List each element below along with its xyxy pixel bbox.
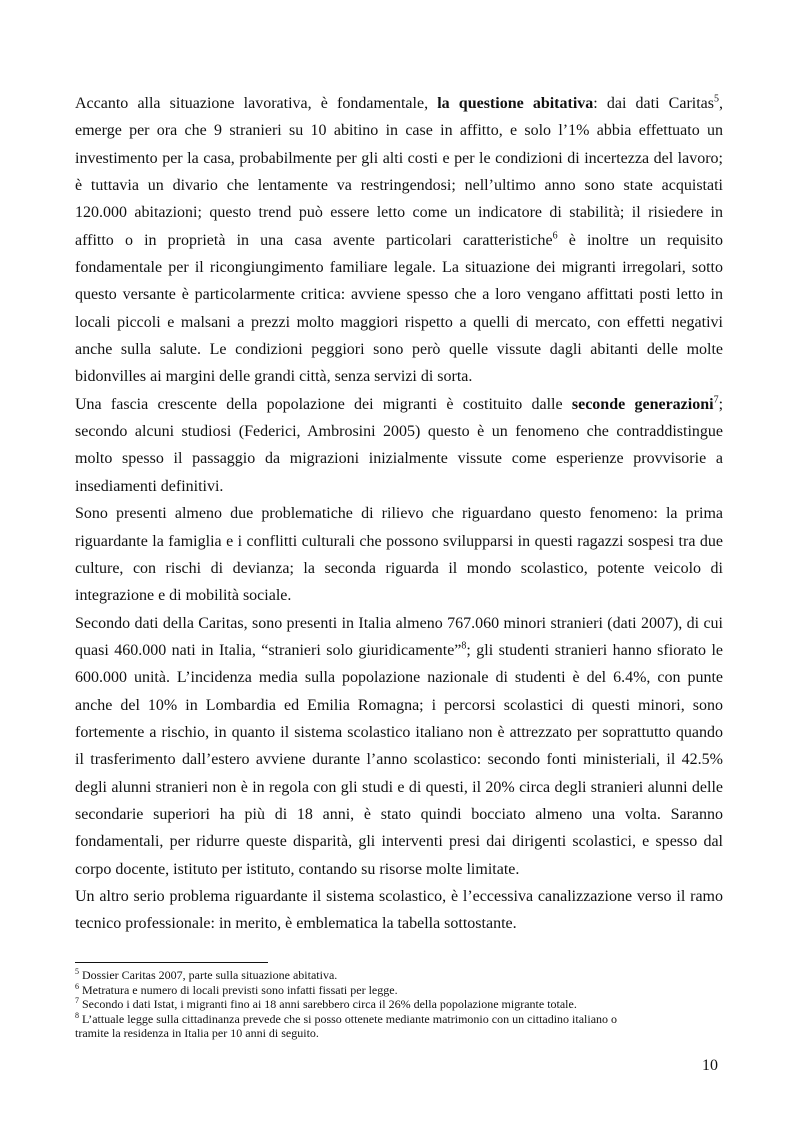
text-line: [75, 528, 723, 555]
text-run: secondarie superiori ha più di 18 anni, è stato quindi bocciato almeno una volta. Saranno: [75, 805, 723, 823]
text-run: : dai dati Caritas: [593, 95, 714, 112]
paragraph: [75, 610, 723, 883]
text-run: Secondo dati della Caritas, sono presenti in Italia almeno 767.060 minori stranieri (dati 2007), di cui: [75, 614, 723, 632]
text-run: secondo alcuni studiosi (Federici, Ambrosini 2005) questo è un fenomeno che contraddistingue: [75, 423, 723, 441]
text-run: bidonvilles ai margini delle grandi città, senza servizi di sorta.: [75, 368, 473, 386]
text-line: [75, 445, 723, 472]
text-line: [75, 172, 723, 199]
text-run: locali piccoli e malsani a prezzi molto maggiori rispetto a quelli di mercato, con effetti negativi: [75, 313, 723, 331]
footnote: [75, 983, 725, 998]
text-line: [75, 90, 723, 117]
text-run: Sono presenti almeno due problematiche di rilievo che riguardano questo fenomeno: la prima: [75, 505, 723, 523]
text-line: [75, 227, 723, 254]
text-line: [75, 309, 723, 336]
text-line: [75, 801, 723, 828]
text-line: [75, 774, 723, 801]
text-run: il trasferimento dall’estero avviene durante l’anno scolastico: secondo fonti ministeriali, il 42.5%: [75, 751, 723, 769]
text-line: [75, 582, 723, 609]
page-number: 10: [702, 1057, 718, 1074]
text-run: 120.000 abitazioni; questo trend può essere letto come un indicatore di stabilità; il risiedere in: [75, 204, 723, 222]
text-run: Accanto alla situazione lavorativa, è fondamentale,: [75, 95, 438, 112]
footnote: [75, 1012, 725, 1041]
footnote-text: Dossier Caritas 2007, parte sulla situazione abitativa.: [79, 968, 338, 982]
paragraph: [75, 500, 723, 609]
text-run: corpo docente, istituto per istituto, contando su risorse molte limitate.: [75, 860, 520, 878]
text-run: questo versante è particolarmente critica: avviene spesso che a loro vengano affittati posti letto in: [75, 286, 723, 304]
paragraph: [75, 90, 723, 391]
text-line: [75, 391, 723, 418]
footnote-text: Secondo i dati Istat, i migranti fino ai 18 anni sarebbero circa il 26% della popolazione migrante totale.: [79, 997, 577, 1011]
footnote-text: L’attuale legge sulla cittadinanza prevede che si posso ottenete mediante matrimonio con un cittadino italiano o: [79, 1011, 618, 1026]
text-run: quasi 460.000 nati in Italia, “stranieri solo giuridicamente”: [75, 641, 462, 659]
text-line: [75, 254, 723, 281]
text-line: [75, 199, 723, 226]
text-run: riguardante la famiglia e i conflitti culturali che possono svilupparsi in questi ragazzi sospesi tra due: [75, 532, 723, 550]
footnote-number: 6: [75, 981, 79, 991]
footnote-number: 7: [75, 996, 79, 1005]
text-run: anche del 10% in Lombardia ed Emilia Romagna; i percorsi scolastici di questi minori, sono: [75, 696, 723, 714]
bold-term: la questione abitativa: [437, 95, 594, 112]
text-run: tecnico professionale: in merito, è emblematica la tabella sottostante.: [75, 915, 517, 933]
footnote: [75, 968, 725, 983]
text-run: Una fascia crescente della popolazione dei migranti è costituito dalle: [75, 395, 572, 413]
bold-term: seconde generazioni: [571, 395, 714, 413]
text-line: [75, 746, 723, 773]
text-line: [75, 336, 723, 363]
footnote-text: Metratura e numero di locali previsti sono infatti fissati per legge.: [79, 982, 398, 997]
text-line: [75, 719, 723, 746]
text-run: integrazione e di mobilità sociale.: [75, 587, 292, 605]
text-line: [75, 856, 723, 883]
paragraph: [75, 391, 723, 500]
footnote-separator: [75, 962, 268, 963]
text-line: [75, 637, 723, 664]
text-run: molto spesso il passaggio da migrazioni inizialmente vissute come esperienze provvisorie a: [75, 450, 723, 468]
footnotes: [75, 968, 725, 1041]
text-line: [75, 500, 723, 527]
footnote-number: 8: [75, 1010, 79, 1020]
text-run: fondamentale per il ricongiungimento familiare legale. La situazione dei migranti irregolari, sotto: [75, 259, 723, 277]
text-line: [75, 883, 723, 910]
footnote-ref: 5: [714, 93, 719, 105]
text-line: [75, 363, 723, 390]
text-run: fondamentali, per ridurre queste disparità, gli interventi presi dai dirigenti scolastici, e spesso dal: [75, 833, 723, 851]
footnote-ref: 8: [461, 640, 467, 652]
footnote-text: tramite la residenza in Italia per 10 anni di seguito.: [75, 1026, 319, 1040]
paragraph: [75, 883, 723, 938]
text-line: [75, 281, 723, 308]
text-run: anche sulla salute. Le condizioni peggiori sono però quelle vissute dagli abitanti delle molte: [75, 341, 723, 359]
text-line: [75, 145, 723, 172]
text-run: culture, con rischi di devianza; la seconda riguarda il mondo scolastico, potente veicolo di: [75, 559, 723, 577]
text-run: ; gli studenti stranieri hanno sfiorato le: [466, 641, 723, 659]
text-line: [75, 610, 723, 637]
text-line: [75, 473, 723, 500]
text-run: è inoltre un requisito: [557, 231, 724, 249]
text-run: ;: [718, 395, 724, 413]
footnote-number: 5: [75, 967, 79, 976]
text-run: insediamenti definitivi.: [75, 477, 224, 495]
text-run: 600.000 unità. L’incidenza media sulla popolazione nazionale di studenti è del 6.4%, con punte: [75, 669, 723, 687]
text-line: [75, 117, 723, 144]
text-run: ,: [719, 95, 723, 112]
text-run: degli alunni stranieri non è in regola con gli studi e di questi, il 20% circa degli stranieri alunni delle: [75, 778, 723, 796]
footnote-ref: 7: [713, 394, 719, 406]
footnote-ref: 6: [552, 230, 558, 242]
text-run: Un altro serio problema riguardante il sistema scolastico, è l’eccessiva canalizzazione verso il ramo: [75, 887, 723, 905]
text-run: affitto o in proprietà in una casa avente particolari caratteristiche: [75, 231, 553, 249]
text-line: [75, 664, 723, 691]
text-run: emerge per ora che 9 stranieri su 10 abitino in case in affitto, e solo l’1% abbia effettuato un: [75, 122, 723, 140]
text-line: [75, 692, 723, 719]
text-line: [75, 910, 723, 937]
body-text: [75, 90, 723, 938]
footnote: [75, 997, 725, 1012]
text-line: [75, 555, 723, 582]
text-run: investimento per la casa, probabilmente per gli alti costi e per le condizioni di incertezza del lavoro;: [75, 149, 723, 167]
text-run: è tuttavia un divario che lentamente va restringendosi; nell’ultimo anno sono state acquistati: [75, 177, 723, 195]
text-run: fortemente a rischio, in quanto il sistema scolastico italiano non è attrezzato per soprattutto quando: [75, 723, 723, 741]
text-line: [75, 418, 723, 445]
text-line: [75, 828, 723, 855]
